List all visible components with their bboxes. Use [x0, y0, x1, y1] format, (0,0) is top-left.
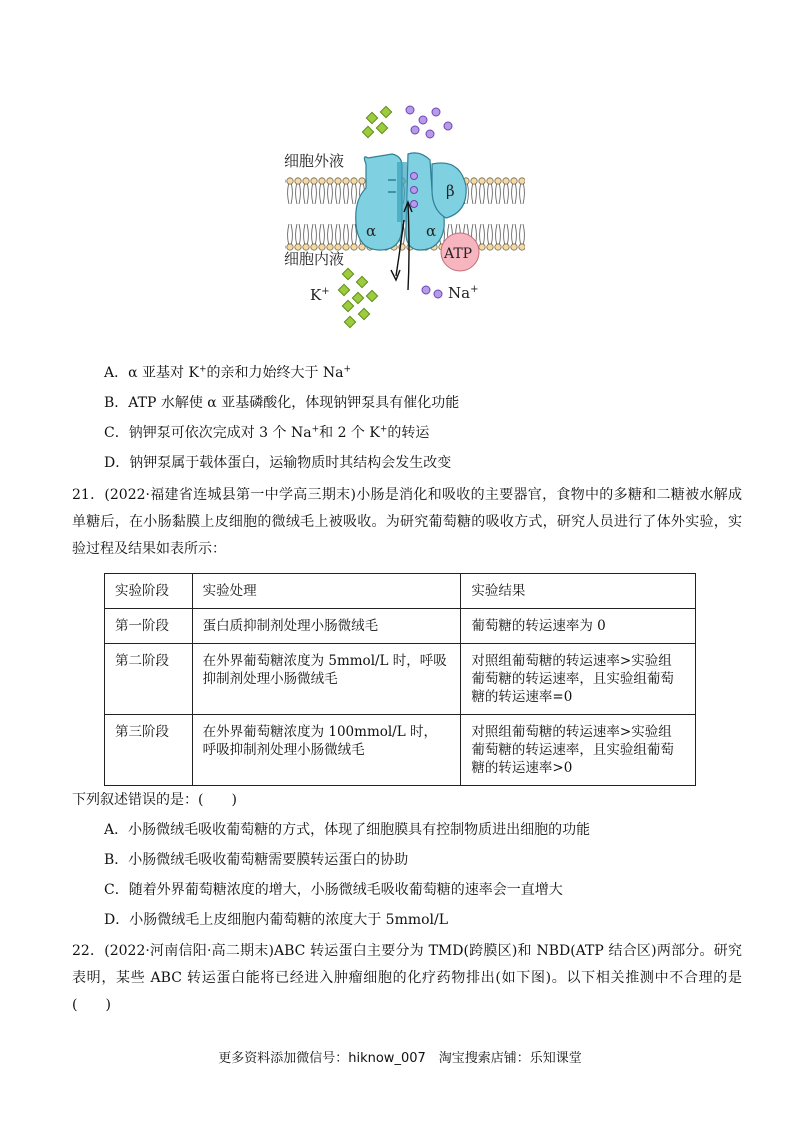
label-alpha-right: α [426, 222, 437, 240]
table-row [105, 609, 696, 644]
label-beta: β [446, 182, 455, 200]
table-row [105, 644, 696, 715]
na-ions-inside [422, 286, 442, 298]
label-outside: 细胞外液 [284, 152, 345, 170]
na-ions-bound [411, 173, 418, 208]
label-k-ion: K+ [310, 286, 330, 304]
table-cell: 对照组葡萄糖的转运速率>实验组葡萄糖的转运速率，且实验组葡萄糖的转运速率>0 [461, 715, 696, 786]
q21-option-d: D．小肠微绒毛上皮细胞内葡萄糖的浓度大于 5mmol/L [104, 912, 449, 928]
sodium-potassium-pump-figure [270, 100, 530, 340]
table-row [105, 715, 696, 786]
table-cell: 第二阶段 [105, 644, 193, 715]
q21-prompt: 下列叙述错误的是：( ) [72, 792, 237, 808]
k-ions-outside [362, 106, 391, 137]
table-cell: 在外界葡萄糖浓度为 5mmol/L 时，呼吸抑制剂处理小肠微绒毛 [192, 644, 461, 715]
table-header: 实验结果 [461, 574, 696, 609]
q20-option-b: B．ATP 水解使 α 亚基磷酸化，体现钠钾泵具有催化功能 [104, 395, 460, 411]
na-ions-outside [406, 106, 452, 138]
q21-option-a: A．小肠微绒毛吸收葡萄糖的方式，体现了细胞膜具有控制物质进出细胞的功能 [104, 822, 591, 838]
table-header: 实验处理 [192, 574, 461, 609]
q21-stem: 21．(2022·福建省连城县第一中学高三期末)小肠是消化和吸收的主要器官，食物中的多糖和二糖被水解成单糖后，在小肠黏膜上皮细胞的微绒毛上被吸收。为研究葡萄糖的吸收方式，研究人员进行了体外实验，实验过程及结果如表所示： [72, 487, 742, 557]
pump-diagram [270, 100, 530, 340]
label-na-ion: Na+ [448, 284, 479, 302]
q20-option-a: A．α 亚基对 K+的亲和力始终大于 Na+ [104, 364, 352, 381]
label-inside: 细胞内液 [284, 250, 345, 268]
q20-option-c: C．钠钾泵可依次完成对 3 个 Na+和 2 个 K+的转运 [104, 424, 430, 441]
table-cell: 第一阶段 [105, 609, 193, 644]
q21-option-b: B．小肠微绒毛吸收葡萄糖需要膜转运蛋白的协助 [104, 852, 409, 868]
q21-option-c: C．随着外界葡萄糖浓度的增大，小肠微绒毛吸收葡萄糖的速率会一直增大 [104, 882, 563, 898]
k-ions-inside [338, 268, 377, 327]
page-footer: 更多资料添加微信号：hiknow_007 淘宝搜索店铺：乐知课堂 [218, 1051, 582, 1066]
q20-option-d: D．钠钾泵属于载体蛋白，运输物质时其结构会发生改变 [104, 455, 452, 471]
label-alpha-left: α [366, 222, 377, 240]
table-cell: 对照组葡萄糖的转运速率>实验组葡萄糖的转运速率，且实验组葡萄糖的转运速率=0 [461, 644, 696, 715]
table-header: 实验阶段 [105, 574, 193, 609]
table-cell: 蛋白质抑制剂处理小肠微绒毛 [192, 609, 461, 644]
table-header-row [105, 574, 696, 609]
table-cell: 第三阶段 [105, 715, 193, 786]
table-cell: 葡萄糖的转运速率为 0 [461, 609, 696, 644]
q22-stem: 22．(2022·河南信阳·高二期末)ABC 转运蛋白主要分为 TMD(跨膜区)和 NBD(ATP 结合区)两部分。研究表明，某些 ABC 转运蛋白能将已经进入肿瘤细胞的化疗药物排出(如下图)。以下相关推测中不合理的是( ) [72, 943, 742, 1013]
experiment-table [104, 573, 696, 786]
label-atp: ATP [444, 246, 473, 262]
table-cell: 在外界葡萄糖浓度为 100mmol/L 时，呼吸抑制剂处理小肠微绒毛 [192, 715, 461, 786]
